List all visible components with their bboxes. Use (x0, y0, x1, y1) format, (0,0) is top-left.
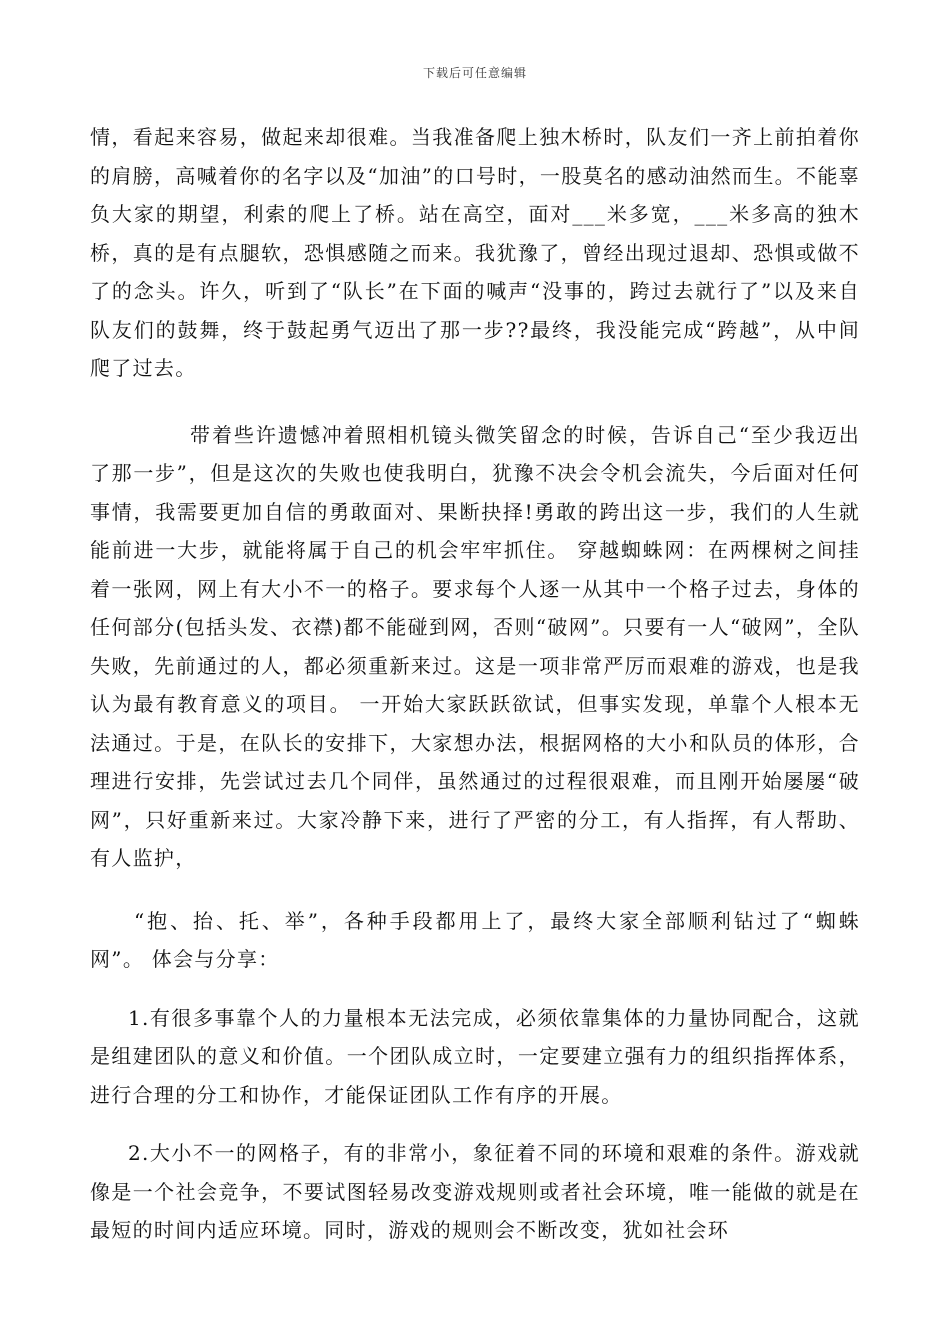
paragraph-spider-web-end: “抱、抬、托、举”，各种手段都用上了，最终大家全部顺利钻过了“蜘蛛网”。 体会与分享： (90, 908, 860, 971)
list-item-point-2: 2.大小不一的网格子，有的非常小，象征着不同的环境和艰难的条件。游戏就像是一个社会竞争，不要试图轻易改变游戏规则或者社会环境，唯一能做的就是在最短的时间内适应环境。同时，游戏的规则会不断改变，犹如社会环 (90, 1141, 860, 1242)
paragraph-spider-web: 带着些许遗憾冲着照相机镜头微笑留念的时候，告诉自己“至少我迈出了那一步”，但是这次的失败也使我明白，犹豫不决会令机会流失，今后面对任何事情，我需要更加自信的勇敢面对、果断抉择!勇敢的跨出这一步，我们的人生就能前进一大步，就能将属于自己的机会牢牢抓住。 穿越蜘蛛网：在两棵树之间挂着一张网，网上有大小不一的格子。要求每个人逐一从其中一个格子过去，身体的任何部分(包括头发、衣襟)都不能碰到网，否则“破网”。只要有一人“破网”，全队失败，先前通过的人，都必须重新来过。这是一项非常严厉而艰难的游戏，也是我认为最有教育意义的项目。 一开始大家跃跃欲试，但事实发现，单靠个人根本无法通过。于是，在队长的安排下，大家想办法，根据网格的大小和队员的体形，合理进行安排，先尝试过去几个同伴，虽然通过的过程很艰难，而且刚开始屡屡“破网”，只好重新来过。大家冷静下来，进行了严密的分工，有人指挥，有人帮助、有人监护， (90, 422, 860, 870)
document-body (90, 118, 860, 1250)
page-header: 下载后可任意编辑 (422, 66, 527, 80)
paragraph-bridge-story: 情，看起来容易，做起来却很难。当我准备爬上独木桥时，队友们一齐上前拍着你的肩膀，高喊着你的名字以及“加油”的口号时，一股莫名的感动油然而生。不能辜负大家的期望，利索的爬上了桥。站在高空，面对___米多宽，___米多高的独木桥，真的是有点腿软，恐惧感随之而来。我犹豫了，曾经出现过退却、恐惧或做不了的念头。许久，听到了“队长”在下面的喊声“没事的，跨过去就行了”以及来自队友们的鼓舞，终于鼓起勇气迈出了那一步??最终，我没能完成“跨越”，从中间爬了过去。 (90, 125, 860, 380)
list-item-point-1: 1.有很多事靠个人的力量根本无法完成，必须依靠集体的力量协同配合，这就是组建团队的意义和价值。一个团队成立时，一定要建立强有力的组织指挥体系，进行合理的分工和协作，才能保证团队工作有序的开展。 (90, 1005, 860, 1107)
